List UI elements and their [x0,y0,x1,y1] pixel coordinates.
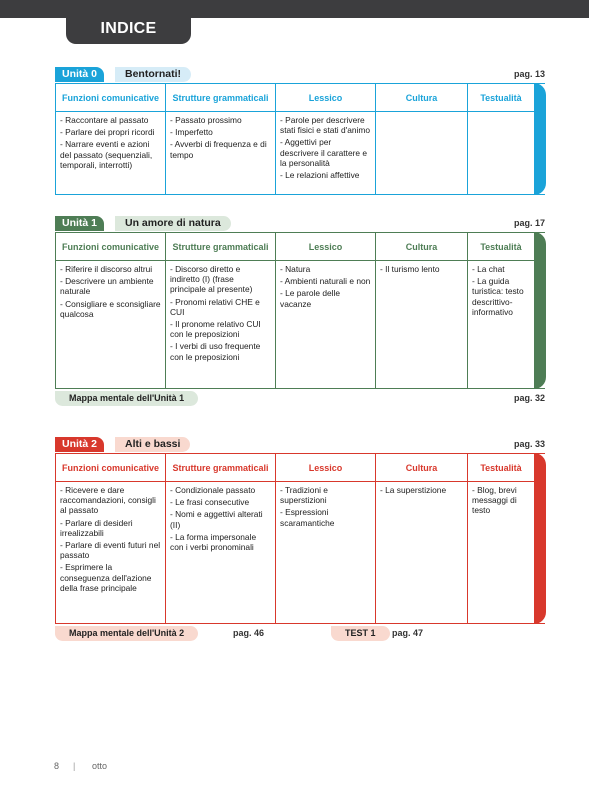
table-edge [534,232,546,389]
unit-label: Unità 0 [55,67,104,82]
unit-2-footer [55,626,545,641]
column-header: Cultura [376,454,467,482]
column-header: Testualità [468,84,534,112]
list-item: - Il turismo lento [380,264,440,274]
column-header: Strutture grammaticali [166,84,275,112]
column [166,233,276,388]
list-item: - La guida turistica: testo descrittivo-informativo [472,276,524,317]
list-item: - Tradizioni e superstizioni [280,485,328,506]
list-item: - Le relazioni affettive [280,170,360,181]
table-edge [534,83,546,195]
list-item: - Natura [280,264,311,274]
list-item: - Descrivere un ambiente naturale [60,276,154,297]
column-body [166,112,275,194]
list-item: - Parole per descrivere stati fisici e stati d'animo [280,115,371,136]
column [376,84,468,194]
unit-label: Unità 1 [55,216,104,231]
list-item: - Raccontare al passato [60,115,149,125]
column-header: Lessico [276,233,375,261]
unit-1-footer [55,391,545,406]
column-body [376,112,467,194]
list-item: - Avverbi di frequenza e di tempo [170,139,267,160]
column [56,454,166,623]
list-item: - Narrare eventi e azioni del passato (sequenziali, temporali, interrotti) [60,139,153,170]
unit-table [55,453,545,624]
column-body [468,261,534,388]
list-item: - Imperfetto [170,127,213,138]
unit-0-section [55,67,545,195]
column-header: Strutture grammaticali [166,454,275,482]
unit-table [55,83,545,195]
page-number-word: otto [92,761,108,771]
list-item: - I verbi di uso frequente con le preposizioni [170,341,261,362]
list-item: - Il pronome relativo CUI con le preposizioni [170,319,261,340]
list-item: - Esprimere la conseguenza dell'azione della frase principale [60,562,152,593]
list-item: - Le parole delle vacanze [280,288,341,309]
unit-title: Alti e bassi [115,437,190,452]
column-body [276,261,375,388]
unit-title: Bentornati! [115,67,191,82]
column-header: Lessico [276,84,375,112]
column [276,454,376,623]
list-item: - Ambienti naturali e non [280,276,371,287]
list-item: - La forma impersonale con i verbi pronominali [170,531,257,553]
column [166,454,276,623]
column [56,84,166,194]
list-item: - Aggettivi per descrivere il carattere e la personalità [280,137,368,168]
column-body [56,482,165,623]
column-body [376,261,467,388]
column [468,84,534,194]
column [468,233,534,388]
column-body [468,112,534,194]
list-item: - Parlare dei propri ricordi [60,127,155,138]
column-header: Cultura [376,84,467,112]
column-body [166,261,275,388]
column-body [376,482,467,623]
list-item: - La chat [472,264,505,274]
list-item: - La superstizione [380,485,447,495]
page-title: INDICE [66,0,191,44]
list-item: - Riferire il discorso altrui [60,264,153,274]
column-header: Funzioni comunicative [56,84,165,112]
mind-map-page: pag. 32 [513,393,545,403]
column-body [468,482,534,623]
list-item: - Pronomi relativi CHE e CUI [170,296,260,317]
mind-map-page: pag. 46 [233,628,265,638]
unit-page: pag. 33 [513,439,545,449]
unit-2-section [55,437,545,624]
column-body [276,482,375,623]
list-item: - Espressioni scaramantiche [280,507,335,528]
column-header: Testualità [468,454,534,482]
column [276,233,376,388]
list-item: - Le frasi consecutive [170,497,250,508]
column-header: Cultura [376,233,467,261]
column-body [276,112,375,194]
column-body [56,261,165,388]
test-page: pag. 47 [392,628,424,638]
list-item: - Parlare di desideri irrealizzabili [60,517,133,538]
column-header: Strutture grammaticali [166,233,275,261]
mind-map-label: Mappa mentale dell'Unità 1 [55,391,198,406]
column [468,454,534,623]
list-item: - Consigliare e sconsigliare qualcosa [60,298,161,319]
page-number: 8 [54,761,60,771]
column [276,84,376,194]
list-item: - Ricevere e dare raccomandazioni, consigli al passato [60,485,156,516]
column [56,233,166,388]
column [166,84,276,194]
column-header: Funzioni comunicative [56,233,165,261]
test-label: TEST 1 [331,626,390,641]
list-item: - Condizionale passato [170,485,256,495]
unit-page: pag. 17 [513,218,545,228]
unit-1-section [55,216,545,389]
column-body [166,482,275,623]
list-item: - Discorso diretto e indiretto (I) (frase principale al presente) [170,264,253,295]
footer-separator: | [73,761,76,771]
unit-title: Un amore di natura [115,216,231,231]
column [376,233,468,388]
column-header: Testualità [468,233,534,261]
list-item: - Nomi e aggettivi alterati (II) [170,509,263,530]
unit-table [55,232,545,389]
column [376,454,468,623]
list-item: - Parlare di eventi futuri nel passato [60,540,161,561]
mind-map-label: Mappa mentale dell'Unità 2 [55,626,198,641]
table-edge [534,453,546,624]
unit-label: Unità 2 [55,437,104,452]
list-item: - Blog, brevi messaggi di testo [472,485,517,516]
column-header: Funzioni comunicative [56,454,165,482]
list-item: - Passato prossimo [170,115,242,125]
column-body [56,112,165,194]
column-header: Lessico [276,454,375,482]
unit-page: pag. 13 [513,69,545,79]
